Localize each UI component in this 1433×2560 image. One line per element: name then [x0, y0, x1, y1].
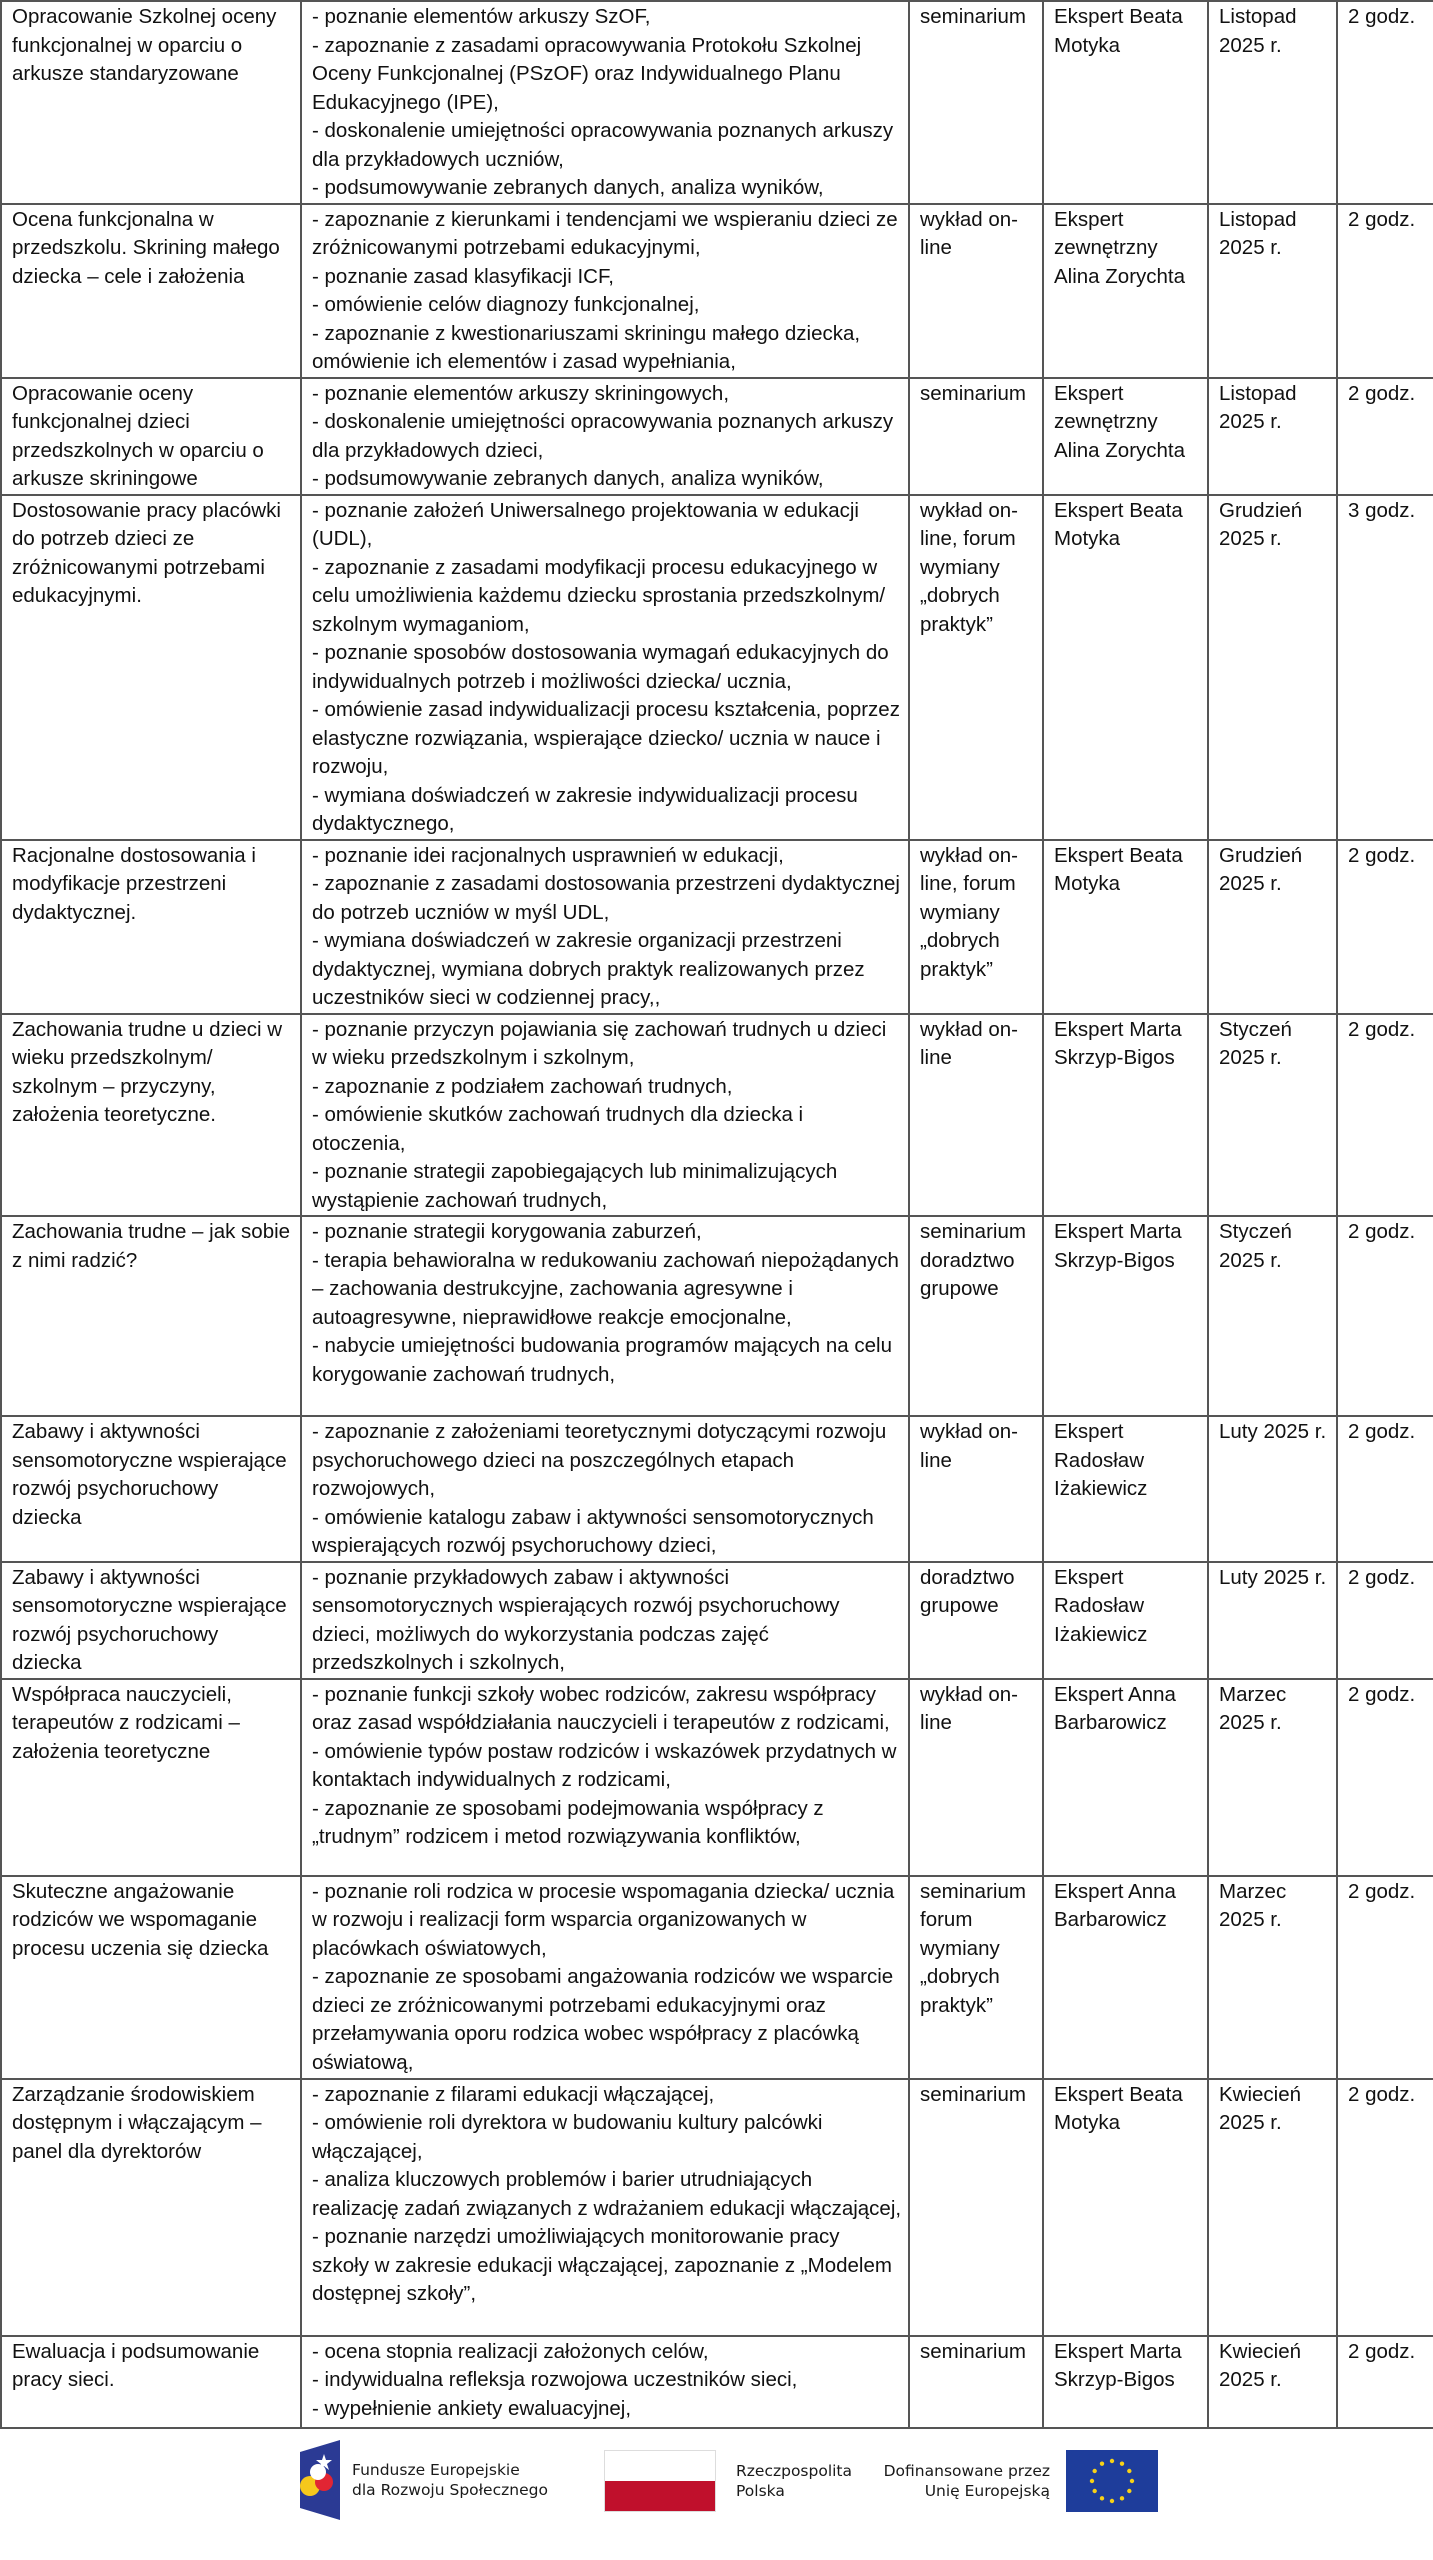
- expert-cell: Ekspert Radosław Iżakiewicz: [1043, 1416, 1208, 1562]
- activity-item: - wymiana doświadczeń w zakresie organizacji przestrzeni dydaktycznej, wymiana dobrych praktyk realizowanych przez uczestników sieci w codziennej pracy,,: [312, 929, 865, 1009]
- date-cell: Styczeń 2025 r.: [1208, 1216, 1337, 1416]
- topic-cell: Zachowania trudne u dzieci w wieku przedszkolnym/ szkolnym – przyczyny, założenia teoretyczne.: [1, 1014, 301, 1217]
- hours-cell: 3 godz.: [1337, 495, 1433, 840]
- activity-item: - analiza kluczowych problemów i barier utrudniających realizację zadań związanych z wdrażaniem edukacji włączającej,: [312, 2168, 902, 2220]
- eu-star-icon: [1130, 2479, 1134, 2483]
- table-row: [1, 2336, 1433, 2428]
- polish-flag-icon: [604, 2450, 716, 2512]
- rzeczpospolita-polska-label: [736, 2461, 852, 2501]
- logo-line: dla Rozwoju Społecznego: [352, 2481, 548, 2499]
- date-cell: Grudzień 2025 r.: [1208, 495, 1337, 840]
- date-cell: Marzec 2025 r.: [1208, 1679, 1337, 1876]
- logo-line: Fundusze Europejskie: [352, 2461, 520, 2479]
- logo-line: Polska: [736, 2482, 785, 2500]
- activity-item: - nabycie umiejętności budowania programów mających na celu korygowanie zachowań trudnych,: [312, 1334, 892, 1386]
- expert-cell: Ekspert Beata Motyka: [1043, 1, 1208, 204]
- table-row: [1, 1562, 1433, 1679]
- hours-cell: 2 godz.: [1337, 2336, 1433, 2428]
- activity-item: - omówienie skutków zachowań trudnych dla dziecka i otoczenia,: [312, 1103, 804, 1155]
- form-cell: seminarium: [909, 1, 1043, 204]
- activity-item: - poznanie elementów arkuszy SzOF,: [312, 5, 651, 28]
- activities-cell: [301, 1014, 909, 1217]
- activities-cell: [301, 2336, 909, 2428]
- activity-item: - poznanie sposobów dostosowania wymagań edukacyjnych do indywidualnych potrzeb i możliwości dziecka/ ucznia,: [312, 641, 889, 693]
- eu-star-icon: [1100, 2461, 1104, 2465]
- form-cell: wykład on-line: [909, 1014, 1043, 1217]
- activity-item: - indywidualna refleksja rozwojowa uczestników sieci,: [312, 2368, 798, 2391]
- activity-item: - poznanie zasad klasyfikacji ICF,: [312, 264, 614, 288]
- table-row: [1, 1014, 1433, 1217]
- hours-cell: 2 godz.: [1337, 1416, 1433, 1562]
- topic-cell: Ocena funkcjonalna w przedszkolu. Skrining małego dziecka – cele i założenia: [1, 204, 301, 378]
- expert-cell: Ekspert Marta Skrzyp-Bigos: [1043, 1014, 1208, 1217]
- footer-logos: [0, 2440, 1433, 2520]
- topic-cell: Opracowanie Szkolnej oceny funkcjonalnej w oparciu o arkusze standaryzowane: [1, 1, 301, 204]
- activities-cell: [301, 204, 909, 378]
- topic-cell: Zarządzanie środowiskiem dostępnym i włączającym – panel dla dyrektorów: [1, 2079, 301, 2336]
- activity-item: - doskonalenie umiejętności opracowywania poznanych arkuszy dla przykładowych uczniów,: [312, 119, 894, 171]
- activity-item: - poznanie strategii zapobiegających lub minimalizujących wystąpienie zachowań trudnych,: [312, 1160, 838, 1212]
- topic-cell: Opracowanie oceny funkcjonalnej dzieci przedszkolnych w oparciu o arkusze skriningowe: [1, 378, 301, 495]
- activity-item: - omówienie celów diagnozy funkcjonalnej,: [312, 293, 700, 316]
- activity-item: - zapoznanie z zasadami modyfikacji procesu edukacyjnego w celu umożliwienia każdemu dziecku sprostania przedszkolnym/ szkolnym wymaganiom,: [312, 555, 886, 636]
- eu-star-icon: [1127, 2489, 1131, 2493]
- activity-item: - ocena stopnia realizacji założonych celów,: [312, 2339, 709, 2363]
- form-cell: seminarium: [909, 378, 1043, 495]
- expert-cell: Ekspert zewnętrzny Alina Zorychta: [1043, 378, 1208, 495]
- topic-cell: Zabawy i aktywności sensomotoryczne wspierające rozwój psychoruchowy dziecka: [1, 1416, 301, 1562]
- eu-star-icon: [1092, 2489, 1096, 2493]
- hours-cell: 2 godz.: [1337, 2079, 1433, 2336]
- hours-cell: 2 godz.: [1337, 1679, 1433, 1876]
- form-cell: seminarium: [909, 2079, 1043, 2336]
- form-cell: seminarium forum wymiany „dobrych praktyk”: [909, 1876, 1043, 2079]
- activities-cell: [301, 1416, 909, 1562]
- eu-star-icon: [1092, 2469, 1096, 2473]
- activity-item: - zapoznanie z filarami edukacji włączającej,: [312, 2082, 715, 2106]
- expert-cell: Ekspert Beata Motyka: [1043, 2079, 1208, 2336]
- activity-item: - zapoznanie z podziałem zachowań trudnych,: [312, 1074, 733, 1098]
- topic-cell: Ewaluacja i podsumowanie pracy sieci.: [1, 2336, 301, 2428]
- activity-item: - poznanie przykładowych zabaw i aktywności sensomotorycznych wspierających rozwój psychoruchowy dzieci, możliwych do wykorzystania podczas zajęć przedszkolnych i szkolnych,: [312, 1565, 840, 1674]
- activity-item: - poznanie założeń Uniwersalnego projektowania w edukacji (UDL),: [312, 498, 859, 550]
- topic-cell: Zabawy i aktywności sensomotoryczne wspierające rozwój psychoruchowy dziecka: [1, 1562, 301, 1679]
- eu-star-icon: [1110, 2459, 1114, 2463]
- logo-line: Dofinansowane przez: [883, 2462, 1050, 2480]
- date-cell: Listopad 2025 r.: [1208, 378, 1337, 495]
- date-cell: Listopad 2025 r.: [1208, 1, 1337, 204]
- eu-star-icon: [1120, 2461, 1124, 2465]
- fundusze-europejskie-label: [352, 2460, 548, 2500]
- activity-item: - poznanie przyczyn pojawiania się zachowań trudnych u dzieci w wieku przedszkolnym i szkolnym,: [312, 1017, 887, 1069]
- activity-item: - zapoznanie ze sposobami angażowania rodziców we wsparcie dzieci ze zróżnicowanymi potrzebami edukacyjnymi oraz przełamywania oporu rodzica wobec współpracy z placówką oświatową,: [312, 1965, 894, 2074]
- hours-cell: 2 godz.: [1337, 1014, 1433, 1217]
- form-cell: seminarium doradztwo grupowe: [909, 1216, 1043, 1416]
- form-cell: doradztwo grupowe: [909, 1562, 1043, 1679]
- form-cell: wykład on-line, forum wymiany „dobrych praktyk”: [909, 840, 1043, 1014]
- topic-cell: Zachowania trudne – jak sobie z nimi radzić?: [1, 1216, 301, 1416]
- eu-cofunded-label: [884, 2461, 1050, 2501]
- expert-cell: Ekspert Radosław Iżakiewicz: [1043, 1562, 1208, 1679]
- expert-cell: Ekspert Anna Barbarowicz: [1043, 1679, 1208, 1876]
- date-cell: Kwiecień 2025 r.: [1208, 2336, 1337, 2428]
- hours-cell: 2 godz.: [1337, 204, 1433, 378]
- hours-cell: 2 godz.: [1337, 1876, 1433, 2079]
- activities-cell: [301, 1562, 909, 1679]
- form-cell: wykład on-line, forum wymiany „dobrych praktyk”: [909, 495, 1043, 840]
- activities-cell: [301, 1, 909, 204]
- table-row: [1, 495, 1433, 840]
- date-cell: Grudzień 2025 r.: [1208, 840, 1337, 1014]
- date-cell: Kwiecień 2025 r.: [1208, 2079, 1337, 2336]
- activity-item: - poznanie strategii korygowania zaburzeń,: [312, 1220, 702, 1243]
- expert-cell: Ekspert Beata Motyka: [1043, 495, 1208, 840]
- hours-cell: 2 godz.: [1337, 1562, 1433, 1679]
- table-row: [1, 1876, 1433, 2079]
- activity-item: - zapoznanie z kwestionariuszami skriningu małego dziecka, omówienie ich elementów i zasad wypełniania,: [312, 321, 861, 373]
- activity-item: - podsumowywanie zebranych danych, analiza wyników,: [312, 467, 824, 490]
- expert-cell: Ekspert Marta Skrzyp-Bigos: [1043, 1216, 1208, 1416]
- table-row: [1, 204, 1433, 378]
- hours-cell: 2 godz.: [1337, 840, 1433, 1014]
- table-body: [1, 1, 1433, 2428]
- activities-cell: [301, 378, 909, 495]
- table-row: [1, 1, 1433, 204]
- activity-item: - zapoznanie ze sposobami podejmowania współpracy z „trudnym” rodzicem i metod rozwiązywania konfliktów,: [312, 1796, 824, 1848]
- eu-star-icon: [1120, 2496, 1124, 2500]
- activities-cell: [301, 1876, 909, 2079]
- rzeczpospolita-polska-logo: [604, 2450, 864, 2512]
- activity-item: - zapoznanie z założeniami teoretycznymi dotyczącymi rozwoju psychoruchowego dzieci na poszczególnych etapach rozwojowych,: [312, 1420, 887, 1500]
- date-cell: Luty 2025 r.: [1208, 1416, 1337, 1562]
- hours-cell: 2 godz.: [1337, 1, 1433, 204]
- topic-cell: Skuteczne angażowanie rodziców we wspomaganie procesu uczenia się dziecka: [1, 1876, 301, 2079]
- date-cell: Luty 2025 r.: [1208, 1562, 1337, 1679]
- eu-star-icon: [1090, 2479, 1094, 2483]
- activity-item: - wymiana doświadczeń w zakresie indywidualizacji procesu dydaktycznego,: [312, 783, 858, 835]
- table-row: [1, 1679, 1433, 1876]
- logo-line: Rzeczpospolita: [736, 2462, 853, 2480]
- table-row: [1, 840, 1433, 1014]
- hours-cell: 2 godz.: [1337, 378, 1433, 495]
- table-row: [1, 1416, 1433, 1562]
- expert-cell: Ekspert Marta Skrzyp-Bigos: [1043, 2336, 1208, 2428]
- eu-star-icon: [1100, 2496, 1104, 2500]
- topic-cell: Dostosowanie pracy placówki do potrzeb dzieci ze zróżnicowanymi potrzebami edukacyjnymi.: [1, 495, 301, 840]
- date-cell: Marzec 2025 r.: [1208, 1876, 1337, 2079]
- logo-line: Unię Europejską: [924, 2482, 1050, 2500]
- activity-item: - zapoznanie z kierunkami i tendencjami we wspieraniu dzieci ze zróżnicowanymi potrzebami edukacyjnymi,: [312, 207, 898, 259]
- table-row: [1, 2079, 1433, 2336]
- activity-item: - poznanie roli rodzica w procesie wspomagania dziecka/ ucznia w rozwoju i realizacji form wsparcia organizowanych w placówkach oświatowych,: [312, 1879, 895, 1960]
- activity-item: - poznanie elementów arkuszy skriningowych,: [312, 381, 730, 405]
- eu-star-icon: [1127, 2469, 1131, 2473]
- form-cell: seminarium: [909, 2336, 1043, 2428]
- activity-item: - poznanie idei racjonalnych usprawnień w edukacji,: [312, 843, 784, 867]
- expert-cell: Ekspert zewnętrzny Alina Zorychta: [1043, 204, 1208, 378]
- activity-item: - wypełnienie ankiety ewaluacyjnej,: [312, 2396, 632, 2420]
- activity-item: - poznanie narzędzi umożliwiających monitorowanie pracy szkoły w zakresie edukacji włączającej, zapoznanie z „Modelem dostępnej szkoły”,: [312, 2225, 892, 2305]
- activities-cell: [301, 2079, 909, 2336]
- activity-item: - terapia behawioralna w redukowaniu zachowań niepożądanych – zachowania destrukcyjne, zachowania agresywne i autoagresywne, nieprawidłowe reakcje emocjonalne,: [312, 1248, 899, 1329]
- activities-cell: [301, 495, 909, 840]
- hours-cell: 2 godz.: [1337, 1216, 1433, 1416]
- eu-flag-icon: [1066, 2450, 1158, 2512]
- form-cell: wykład on-line: [909, 204, 1043, 378]
- activities-cell: [301, 1679, 909, 1876]
- form-cell: wykład on-line: [909, 1416, 1043, 1562]
- table-row: [1, 1216, 1433, 1416]
- eu-cofunded-logo: [868, 2450, 1158, 2512]
- activity-item: - zapoznanie z zasadami dostosowania przestrzeni dydaktycznej do potrzeb uczniów w myśl UDL,: [312, 872, 900, 924]
- activity-item: - zapoznanie z zasadami opracowywania Protokołu Szkolnej Oceny Funkcjonalnej (PSzOF) oraz Indywidualnego Planu Edukacyjnego (IPE),: [312, 33, 862, 114]
- expert-cell: Ekspert Anna Barbarowicz: [1043, 1876, 1208, 2079]
- activity-item: - omówienie zasad indywidualizacji procesu kształcenia, poprzez elastyczne rozwiązania, wspierające dziecko/ ucznia w nauce i rozwoju,: [312, 698, 900, 778]
- activity-item: - poznanie funkcji szkoły wobec rodziców, zakresu współpracy oraz zasad współdziałania nauczycieli i terapeutów z rodzicami,: [312, 1682, 890, 1734]
- expert-cell: Ekspert Beata Motyka: [1043, 840, 1208, 1014]
- activity-item: - omówienie roli dyrektora w budowaniu kultury palcówki włączającej,: [312, 2111, 823, 2163]
- fundusze-europejskie-logo-icon: [300, 2440, 340, 2520]
- eu-star-icon: [1110, 2499, 1114, 2503]
- table-row: [1, 378, 1433, 495]
- date-cell: Listopad 2025 r.: [1208, 204, 1337, 378]
- activities-cell: [301, 840, 909, 1014]
- fundusze-europejskie-logo: [300, 2440, 590, 2520]
- activity-item: - omówienie typów postaw rodziców i wskazówek przydatnych w kontaktach indywidualnych z rodzicami,: [312, 1739, 897, 1791]
- form-cell: wykład on-line: [909, 1679, 1043, 1876]
- topic-cell: Współpraca nauczycieli, terapeutów z rodzicami – założenia teoretyczne: [1, 1679, 301, 1876]
- date-cell: Styczeń 2025 r.: [1208, 1014, 1337, 1217]
- topic-cell: Racjonalne dostosowania i modyfikacje przestrzeni dydaktycznej.: [1, 840, 301, 1014]
- activity-item: - doskonalenie umiejętności opracowywania poznanych arkuszy dla przykładowych dzieci,: [312, 410, 894, 462]
- activity-item: - podsumowywanie zebranych danych, analiza wyników,: [312, 176, 824, 199]
- activities-cell: [301, 1216, 909, 1416]
- activity-item: - omówienie katalogu zabaw i aktywności sensomotorycznych wspierających rozwój psychoruchowy dzieci,: [312, 1505, 874, 1557]
